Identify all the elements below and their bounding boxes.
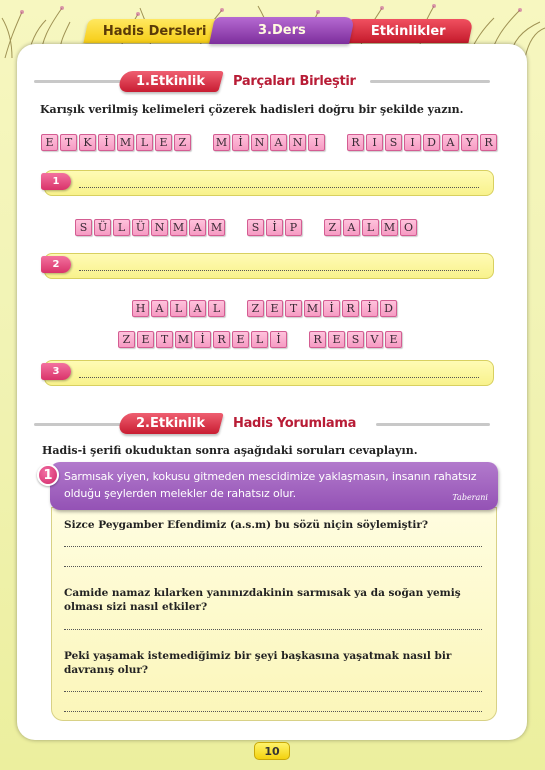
letter-tile: E <box>385 331 402 348</box>
activity2-instruction: Hadis-i şerifi okuduktan sonra aşağıdaki soruları cevaplayın. <box>42 444 418 457</box>
tab-hadis-dersleri[interactable] <box>83 19 226 43</box>
letter-tile: Z <box>118 331 135 348</box>
letter-tile: Ü <box>132 219 149 236</box>
letter-tile: Z <box>247 300 264 317</box>
letter-tile: M <box>381 219 398 236</box>
answer-field-2[interactable] <box>44 253 494 279</box>
letter-tile: L <box>251 331 268 348</box>
divider <box>376 423 490 426</box>
letter-tile: A <box>189 300 206 317</box>
activity1-banner <box>120 70 356 92</box>
hadis-quote-box <box>50 462 498 510</box>
answer-field-3[interactable] <box>44 360 494 386</box>
letter-tile: İ <box>266 219 283 236</box>
activity2-title: Hadis Yorumlama <box>233 415 357 431</box>
scrambled-word <box>309 331 402 348</box>
scrambled-word <box>347 134 497 151</box>
letter-tile: R <box>309 331 326 348</box>
letter-tile: R <box>347 134 364 151</box>
divider <box>34 423 122 426</box>
letter-tile: D <box>423 134 440 151</box>
letter-tile: V <box>366 331 383 348</box>
hadis-text: Sarmısak yiyen, kokusu gitmeden mescidimize yaklaşmasın, insanın rahatsız olduğu şeylerden melekler de rahatsız olur. <box>64 470 477 500</box>
letter-tile: İ <box>323 300 340 317</box>
letter-tile: M <box>304 300 321 317</box>
letter-tile: A <box>189 219 206 236</box>
letter-tile: İ <box>270 331 287 348</box>
tab-label: Hadis Dersleri <box>103 23 207 39</box>
tab-label: Etkinlikler <box>370 23 446 39</box>
questions-panel <box>51 507 497 721</box>
letter-tile: L <box>362 219 379 236</box>
letter-tile: E <box>41 134 58 151</box>
answer-line[interactable] <box>64 711 482 712</box>
letter-tile: M <box>213 134 230 151</box>
answer-line[interactable] <box>64 629 482 630</box>
letter-tile: I <box>308 134 325 151</box>
letter-tile: İ <box>232 134 249 151</box>
letter-tile: E <box>266 300 283 317</box>
letter-tile: O <box>400 219 417 236</box>
letter-tile: D <box>380 300 397 317</box>
letter-tile: L <box>170 300 187 317</box>
letter-tile: E <box>155 134 172 151</box>
letter-tile: İ <box>361 300 378 317</box>
letter-tile: N <box>151 219 168 236</box>
answer-line[interactable] <box>64 691 482 692</box>
letter-tile: R <box>213 331 230 348</box>
letter-tile: T <box>60 134 77 151</box>
letter-tile: K <box>79 134 96 151</box>
letter-tile: L <box>113 219 130 236</box>
puzzle-number-badge: 1 <box>41 173 71 190</box>
letter-tile: M <box>208 219 225 236</box>
letter-tile: N <box>251 134 268 151</box>
letter-row <box>75 219 417 236</box>
letter-tile: E <box>232 331 249 348</box>
letter-tile: Z <box>174 134 191 151</box>
letter-tile: A <box>343 219 360 236</box>
letter-tile: İ <box>194 331 211 348</box>
letter-tile: E <box>137 331 154 348</box>
puzzle-number-badge: 2 <box>41 256 71 273</box>
letter-tile: I <box>366 134 383 151</box>
puzzle-number-badge: 3 <box>41 363 71 380</box>
letter-tile: M <box>175 331 192 348</box>
scrambled-word <box>247 219 302 236</box>
answer-line[interactable] <box>64 546 482 547</box>
letter-tile: L <box>136 134 153 151</box>
activity2-badge: 2.Etkinlik <box>117 413 224 434</box>
letter-tile: R <box>342 300 359 317</box>
activity1-instruction: Karışık verilmiş kelimeleri çözerek hadisleri doğru bir şekilde yazın. <box>40 103 464 116</box>
letter-tile: Ü <box>94 219 111 236</box>
letter-tile: S <box>347 331 364 348</box>
scrambled-word <box>324 219 417 236</box>
letter-tile: S <box>75 219 92 236</box>
letter-tile: S <box>247 219 264 236</box>
page-number: 10 <box>254 742 290 760</box>
scrambled-word <box>213 134 325 151</box>
scrambled-word <box>132 300 225 317</box>
activity2-banner <box>120 412 356 434</box>
scrambled-word <box>75 219 225 236</box>
letter-tile: I <box>404 134 421 151</box>
letter-tile: İ <box>98 134 115 151</box>
letter-tile: M <box>117 134 134 151</box>
question-1: Sizce Peygamber Efendimiz (a.s.m) bu sözü niçin söylemiştir? <box>64 519 429 531</box>
activity1-title: Parçaları Birleştir <box>233 73 356 89</box>
letter-tile: N <box>289 134 306 151</box>
letter-tile: H <box>132 300 149 317</box>
letter-row <box>118 331 402 348</box>
letter-tile: T <box>156 331 173 348</box>
letter-tile: T <box>285 300 302 317</box>
tab-lesson[interactable] <box>209 17 355 44</box>
letter-tile: Y <box>461 134 478 151</box>
letter-tile: R <box>480 134 497 151</box>
letter-row <box>41 134 497 151</box>
letter-tile: S <box>385 134 402 151</box>
divider <box>370 80 490 83</box>
letter-tile: E <box>328 331 345 348</box>
divider <box>34 80 122 83</box>
answer-field-1[interactable] <box>44 170 494 196</box>
question-2: Camide namaz kılarken yanınızdakinin sarmısak ya da soğan yemiş olması sizi nasıl etkiler? <box>64 587 461 613</box>
letter-tile: L <box>208 300 225 317</box>
scrambled-word <box>247 300 397 317</box>
activity1-badge: 1.Etkinlik <box>117 71 224 92</box>
tab-label: 3.Ders <box>258 23 306 38</box>
letter-tile: M <box>170 219 187 236</box>
letter-tile: Z <box>324 219 341 236</box>
letter-row <box>132 300 397 317</box>
letter-tile: A <box>151 300 168 317</box>
scrambled-word <box>41 134 191 151</box>
letter-tile: P <box>285 219 302 236</box>
hadis-source: Taberani <box>452 493 488 502</box>
scrambled-word <box>118 331 287 348</box>
tab-etkinlikler[interactable] <box>342 19 473 43</box>
letter-tile: A <box>270 134 287 151</box>
question-3: Peki yaşamak istemediğimiz bir şeyi başkasına yaşatmak nasıl bir davranış olur? <box>64 650 452 676</box>
answer-line[interactable] <box>64 566 482 567</box>
hadis-number-badge: 1 <box>37 464 59 486</box>
letter-tile: A <box>442 134 459 151</box>
